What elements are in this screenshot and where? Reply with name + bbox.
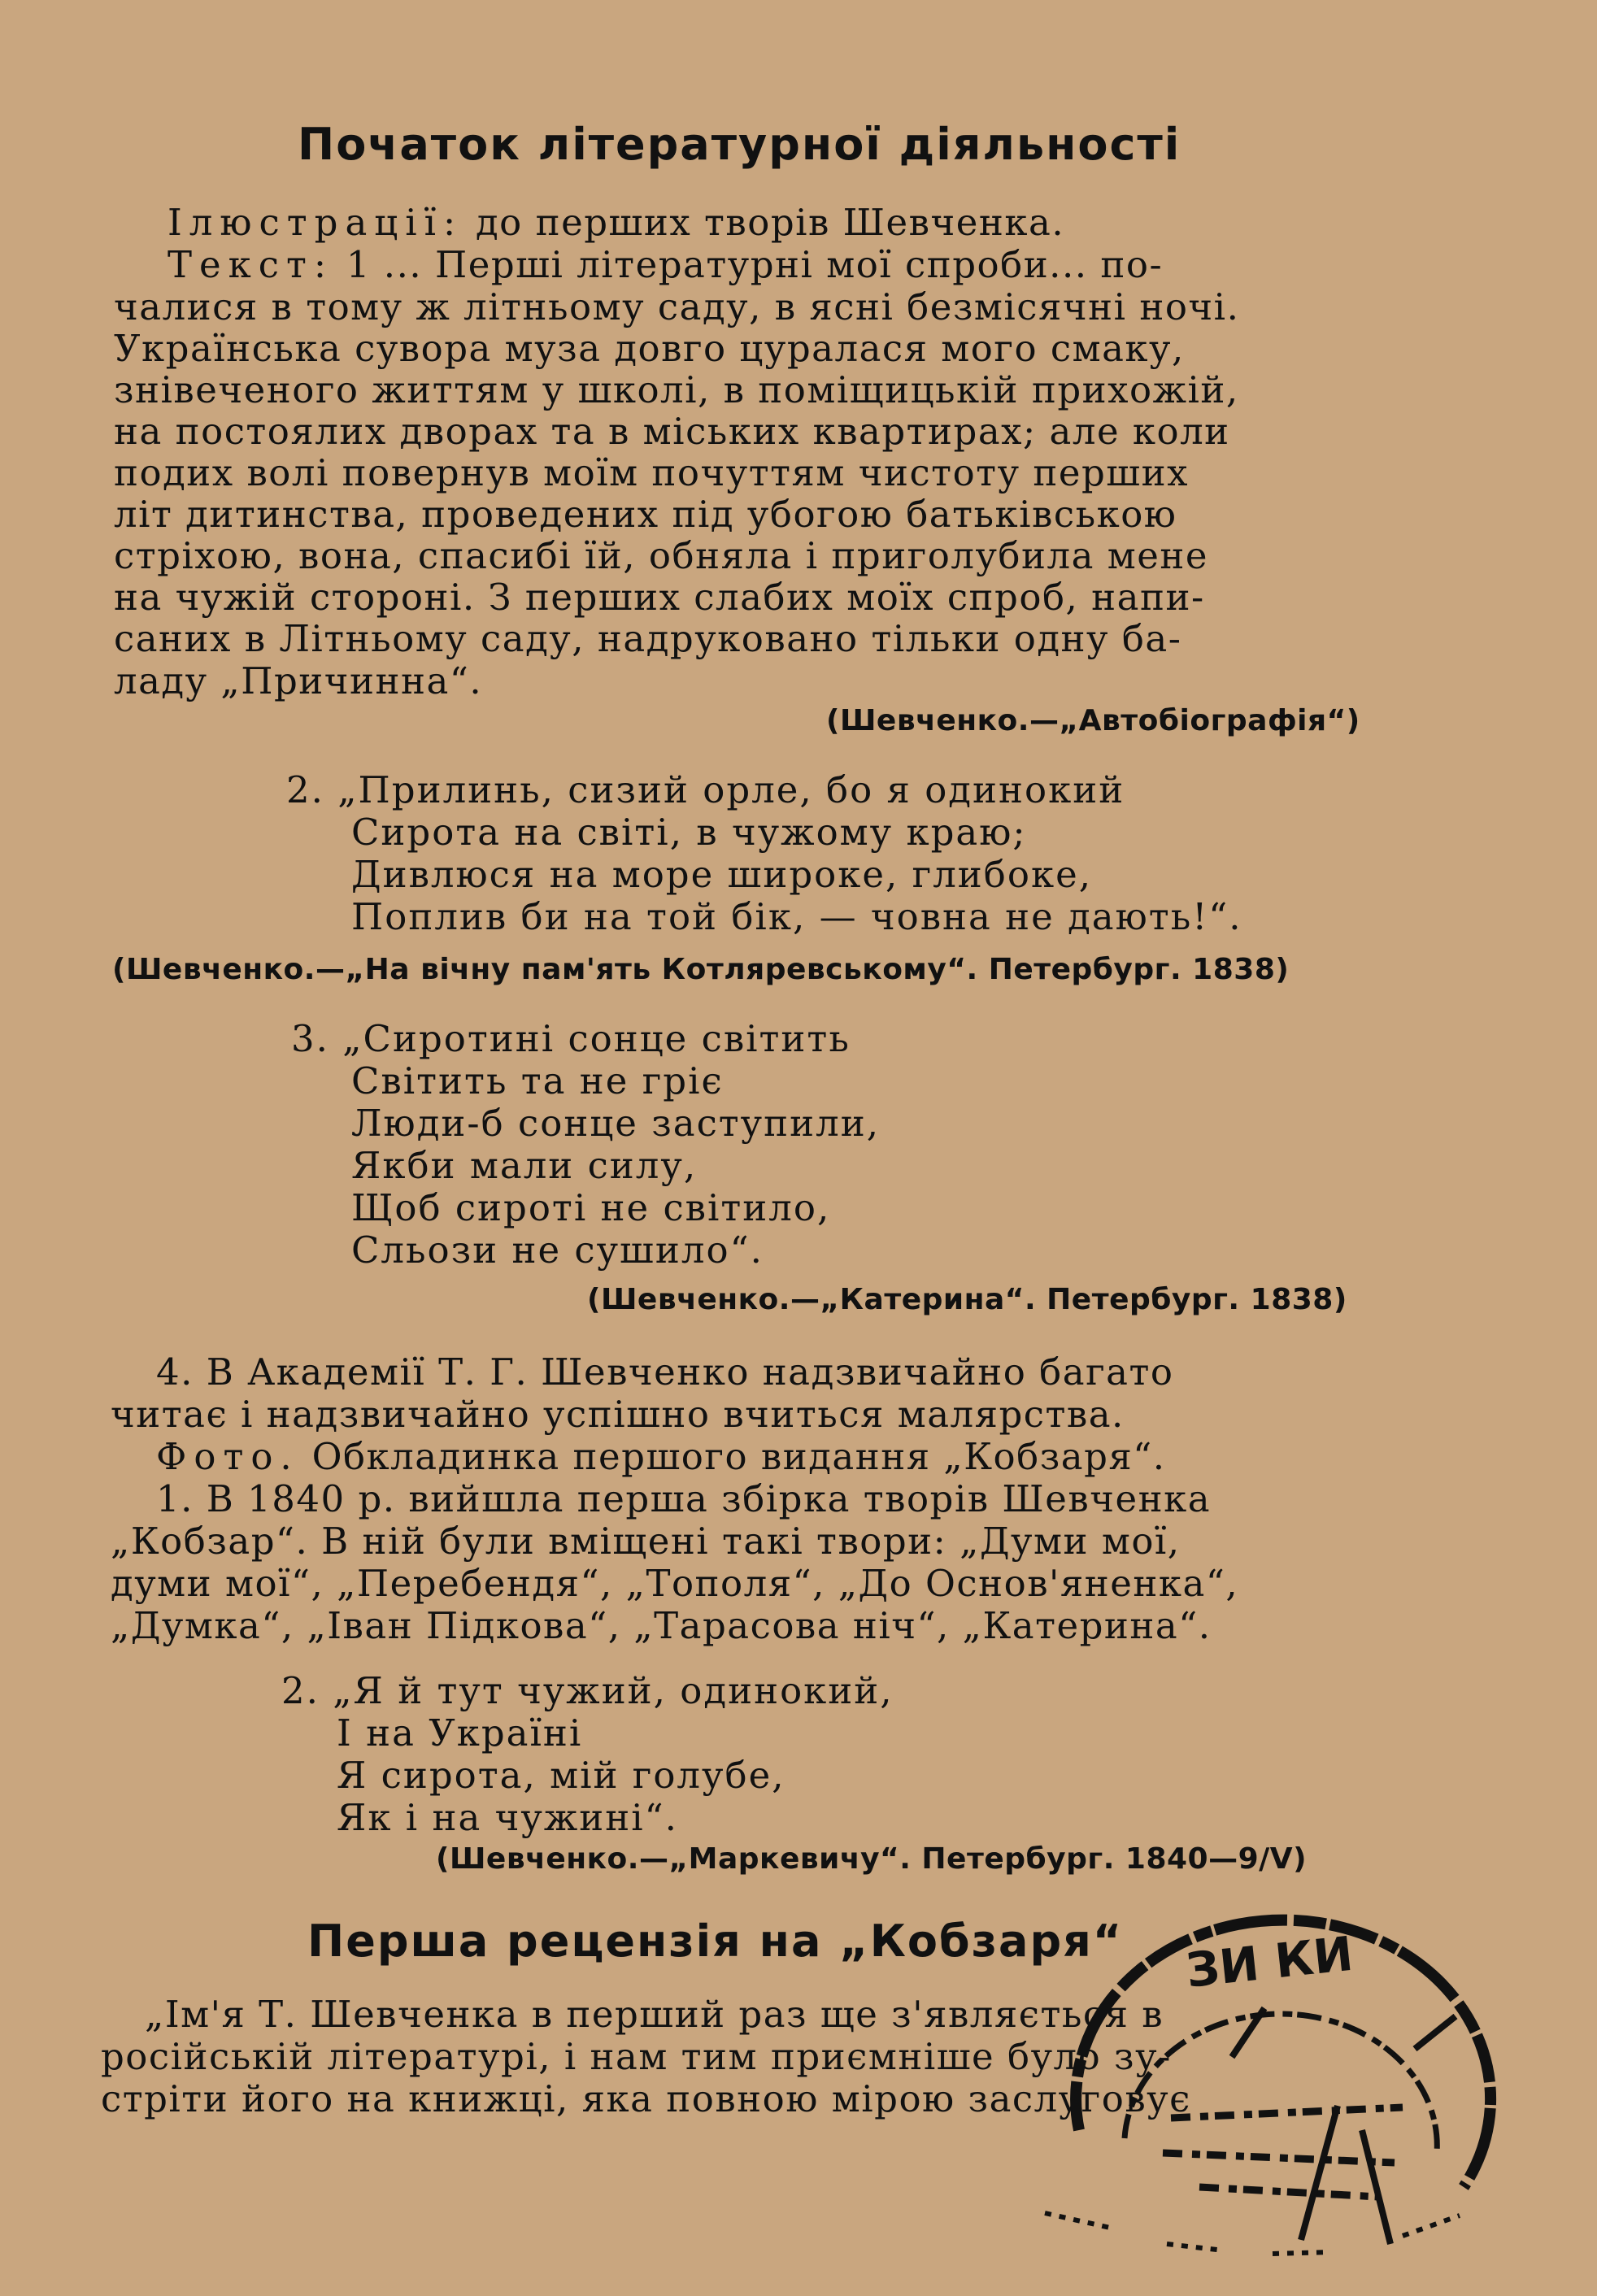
source-citation: (Шевченко.—„Катерина“. Петербург. 1838) <box>587 1283 1347 1316</box>
poem-line: Світить та не гріє <box>351 1059 724 1102</box>
source-citation: (Шевченко.—„Маркевичу“. Петербург. 1840—9/V) <box>436 1842 1308 1876</box>
item1-line: 1 ... Перші літературні мої спроби... по- <box>346 243 1164 286</box>
kobzar-line: думи мої“, „Перебендя“, „Тополя“, „До Основ'яненка“, <box>111 1562 1239 1605</box>
photo-text: Обкладинка першого видання „Кобзаря“. <box>311 1435 1166 1478</box>
section-heading-first-review: Перша рецензія на „Кобзаря“ <box>307 1916 1124 1967</box>
poem-line: Сирота на світі, в чужому краю; <box>351 811 1027 854</box>
text-label: Текст: <box>168 243 334 286</box>
review-line: стріти його на книжці, яка повною мірою заслуговує <box>101 2077 1191 2120</box>
poem-line: Сльози не сушило“. <box>351 1228 764 1272</box>
item1-line: подих волі повернув моїм почуттям чистоту перших <box>114 451 1189 494</box>
section-heading-literary-beginnings: Початок літературної діяльності <box>298 119 1181 170</box>
item4-line: 4. В Академії Т. Г. Шевченко надзвичайно багато <box>156 1350 1174 1394</box>
illustrations-line <box>168 202 1064 244</box>
poem-line: 3. „Сиротині сонце світить <box>291 1017 851 1060</box>
photo-label: Фото. <box>156 1435 299 1478</box>
illustrations-text: до перших творів Шевченка. <box>475 201 1065 244</box>
poem-line: Якби мали силу, <box>351 1144 698 1187</box>
item1-line: літ дитинства, проведених під убогою батьківською <box>114 493 1177 536</box>
item1-line: чалися в тому ж літньому саду, в ясні безмісячні ночі. <box>114 285 1240 328</box>
item1-line: ладу „Причинна“. <box>114 659 483 702</box>
poem-line: Як і на чужині“. <box>337 1796 678 1839</box>
text-line-1 <box>168 244 1163 286</box>
kobzar-line: „Кобзар“. В ній були вміщені такі твори: „Думи мої, <box>111 1520 1181 1563</box>
source-citation: (Шевченко.—„Автобіографія“) <box>826 704 1360 737</box>
review-line: російській літературі, і нам тим приємніше було зу- <box>101 2035 1172 2078</box>
poem-line: 2. „Я й тут чужий, одинокий, <box>281 1669 894 1712</box>
item1-line: саних в Літньому саду, надруковано тільки одну ба- <box>114 617 1182 660</box>
photo-line <box>156 1436 1166 1478</box>
kobzar-line: „Думка“, „Іван Підкова“, „Тарасова ніч“, „Катерина“. <box>111 1604 1212 1647</box>
poem-line: 2. „Прилинь, сизий орле, бо я одинокий <box>286 768 1125 811</box>
poem-line: Щоб сироті не світило, <box>351 1186 831 1229</box>
kobzar-line: 1. В 1840 р. вийшла перша збірка творів Шевченка <box>156 1477 1212 1520</box>
stamp-text: ЗИ КИ <box>1183 1925 1356 1998</box>
item1-line: знівеченого життям у школі, в поміщицькій прихожій, <box>114 368 1239 411</box>
library-stamp-icon <box>1020 1894 1516 2276</box>
item1-line: стріхою, вона, спасибі їй, обняла і приголубила мене <box>114 534 1208 577</box>
poem-line: Люди-б сонце заступили, <box>351 1102 881 1145</box>
poem-line: Поплив би на той бік, — човна не дають!“. <box>351 895 1242 938</box>
source-citation: (Шевченко.—„На вічну пам'ять Котляревському“. Петербург. 1838) <box>112 953 1290 986</box>
poem-line: Дивлюся на море широке, глибоке, <box>351 853 1093 896</box>
review-line: „Ім'я Т. Шевченка в перший раз ще з'являється в <box>145 1993 1164 2036</box>
item1-line: Українська сувора муза довго цуралася мого смаку, <box>114 327 1185 370</box>
item4-line: читає і надзвичайно успішно вчиться малярства. <box>111 1393 1125 1436</box>
poem-line: І на Україні <box>337 1711 583 1755</box>
item1-line: на чужій стороні. З перших слабих моїх спроб, напи- <box>114 576 1205 619</box>
poem-line: Я сирота, мій голубе, <box>337 1754 785 1797</box>
illustrations-label: Ілюстрації: <box>168 201 463 244</box>
item1-line: на постоялих дворах та в міських квартирах; але коли <box>114 410 1230 453</box>
